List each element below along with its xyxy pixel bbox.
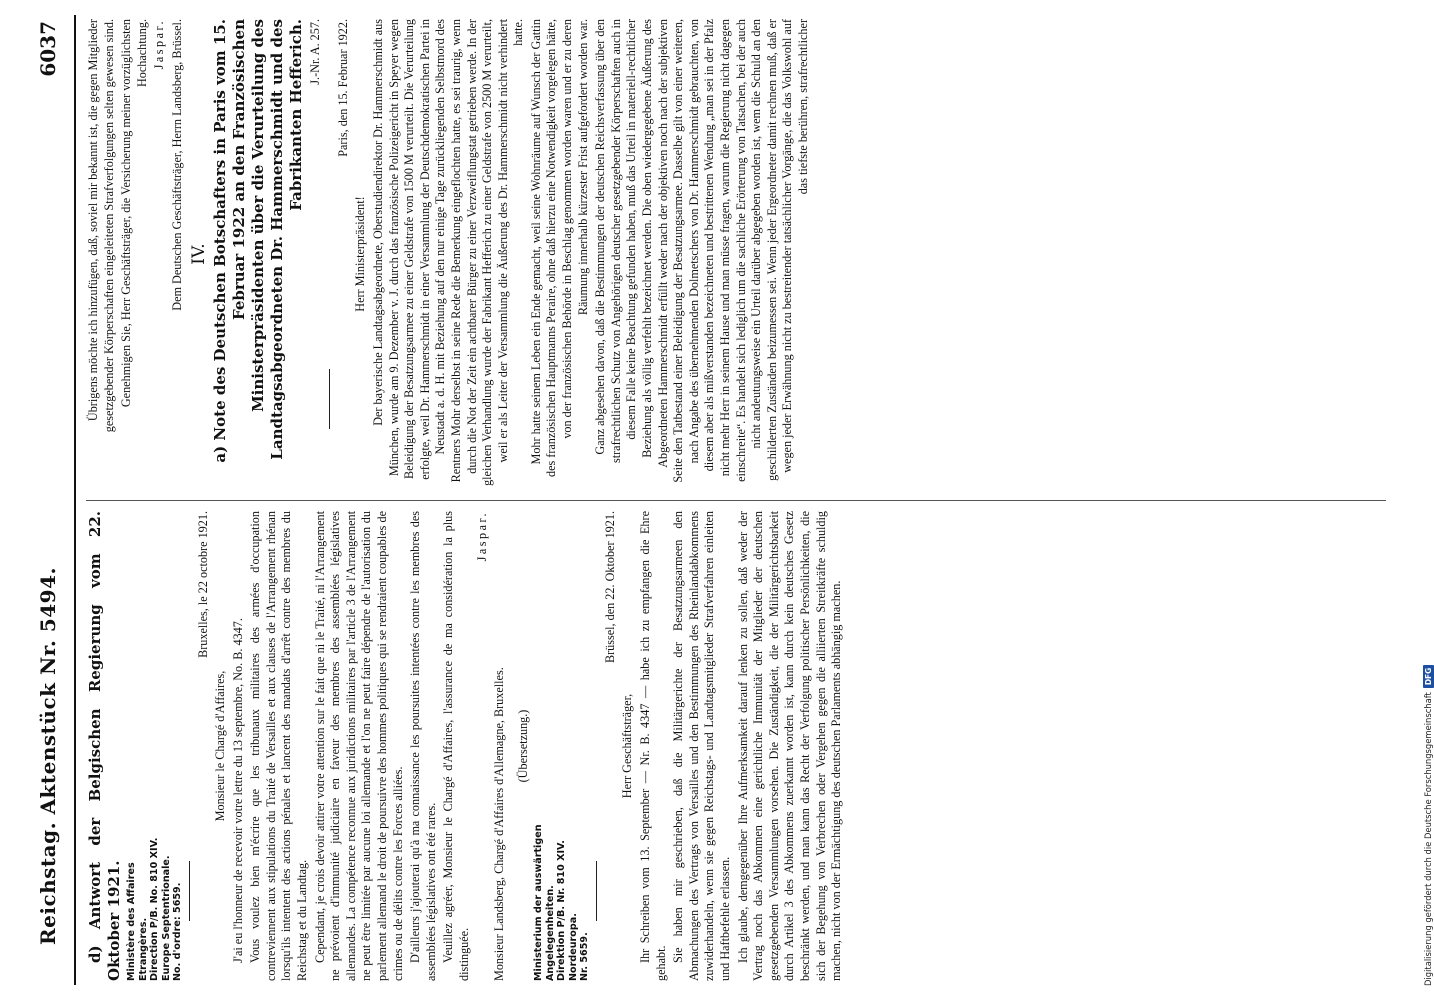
- digitization-text: Digitalisierung gefördert durch die Deutsche Forschungsgemeinschaft: [1423, 692, 1433, 986]
- separator: [596, 861, 597, 921]
- section-title-d: d) Antwort der Belgischen Regierung vom 22. Oktober 1921.: [86, 511, 123, 981]
- date-de: Brüssel, den 22. Oktober 1921.: [602, 511, 617, 663]
- column-divider: [86, 500, 1386, 501]
- salutation-fr: Monsieur le Chargé d'Affaires,: [213, 670, 228, 822]
- paragraph-fr: Vous voulez bien m'écrire que les tribunaux militaires des armées d'occupation contreviennent aux stipulations du Traité de Versailles et aux clauses de l'Arrangement rhénan lorsqu'ils intentent des actions pénales et lancent des mandats d'arrêt contre des membres du Reichstag et du Landtag.: [248, 511, 310, 981]
- ministry-line: Europe Septentrionale.: [160, 855, 172, 981]
- ministry-line: Nordeuropa.: [567, 913, 579, 981]
- addressee-de: Dem Deutschen Geschäftsträger, Herrn Landsberg, Brüssel.: [169, 19, 184, 311]
- paragraph-de: Ich glaube, demgegenüber Ihre Aufmerksamkeit darauf lenken zu sollen, daß weder der Vertrag noch das Abkommen eine gerichtliche Immunität der Mitglieder der deutschen gesetzgebenden Versammlungen vorsehen. Die Zuständigkeit, die der Militärgerichtsbarkeit durch Artikel 3 des Abkommens zuerkannt worden ist, kann durch kein deutsches Gesetz beschränkt werden, und man kann das Recht der Verfolgung politischer Persönlichkeiten, die sich der Begehung von Verbrechen oder Vergehen gegen die alliierten Streitkräfte schuldig machen, nicht von der Ermächtigung des deutschen Parlaments abhängig machen.: [735, 511, 844, 981]
- signature-fr: Jaspar.: [474, 511, 489, 562]
- ministry-line: Nr. 5659.: [579, 932, 591, 981]
- paragraph-de: Genehmigen Sie, Herr Geschäftsträger, die Versicherung meiner vorzüglichsten Hochachtung.: [119, 19, 149, 408]
- ministry-block-de: [533, 511, 591, 981]
- ministry-line: Direktion P/B. Nr. 810 XIV.: [556, 840, 568, 981]
- ministry-line: Etrangères.: [137, 917, 149, 981]
- page-header: [36, 15, 78, 985]
- signature-de: Jaspar.: [152, 19, 167, 70]
- ministry-line: Angelegenheiten.: [544, 885, 556, 981]
- paragraph: Mohr hatte seinem Leben ein Ende gemacht, weil seine Wohnräume auf Wunsch der Gattin des französischen Hauptmanns Peraire, ohne daß hierzu eine Notwendigkeit vorgelegen hätte, von der französischen Behörde in Beschlag genommen worden waren und er zu deren Räumung innerhalb kürzester Frist aufgefordert worden war.: [528, 19, 590, 478]
- running-title: Reichstag. Aktenstück Nr. 5494.: [36, 567, 60, 945]
- header-rule: [74, 15, 76, 985]
- dfg-logo: DFG: [1423, 665, 1434, 689]
- salutation-de: Herr Geschäftsträger,: [620, 693, 635, 799]
- section-title-a: a) Note des Deutschen Botschafters in Paris vom 15. Februar 1922 an den Französischen Ministerpräsidenten über die Verurteilung des Landtagsabgeordneten Dr. Hammerschmidt und des Fabrikanten Hefferich.: [211, 19, 306, 463]
- digitization-note: [1423, 665, 1434, 986]
- ministry-line: No. d'ordre: 5659.: [172, 882, 183, 981]
- paragraph-de: Übrigens möchte ich hinzufügen, daß, soviel mir bekannt ist, die gegen Mitglieder gesetzgebender Körperschaften eingeleiteten Strafverfolgungen selten gewesen sind.: [86, 19, 116, 433]
- addressee-fr: Monsieur Landsberg, Chargé d'Affaires d'Allemagne, Bruxelles.: [492, 667, 507, 981]
- date-paris: Paris, den 15. Februar 1922.: [335, 19, 350, 157]
- separator: [189, 861, 190, 921]
- translation-note: (Übersetzung.): [515, 709, 530, 783]
- paragraph: Ganz abgesehen davon, daß die Bestimmungen der deutschen Reichsverfassung über den strafrechtlichen Schutz von Angehörigen deutscher gesetzgebender Körperschaften auch in diesem Falle keine Beachtung gefunden haben, muß das Urteil in materiell-rechtlicher Beziehung als völlig verfehlt bezeichnet werden. Die oben wiedergegebene Äußerung des Abgeordneten Hammerschmidt erfüllt weder nach der objektiven noch nach der subjektiven Seite den Tatbestand einer Beleidigung der Besatzungsarmee. Dasselbe gilt von einer weiteren, nach Angabe des übernehmenden Dolmetschers von Dr. Hammerschmidt gebrauchten, von diesem aber als mißverstanden bezeichneten und bestrittenen Wendung „man sei in der Pfalz nicht mehr Herr in seinem Hause und man müsse fragen, warum die Regierung nicht dagegen einschreite“. Es handelt sich lediglich um die sachliche Erörterung von Tatsachen, bei der auch nicht andeutungsweise ein Urteil darüber abgegeben worden ist, wem die Schuld an den geschilderten Zuständen beizumessen sei. Wenn jeder Ergeordneter damit rechnen muß, daß er wegen jeder Erwähnung nicht zu bestreitender tatsächlicher Vorgänge, die das Volkswohl auf das tiefste berühren, strafrechtlicher: [593, 19, 810, 483]
- page-number: 6037: [36, 21, 60, 77]
- reference-number: J.-Nr. A. 257.: [308, 19, 323, 85]
- ministry-line: Ministère des Affaires: [126, 862, 137, 981]
- paragraph-fr: J'ai eu l'honneur de recevoir votre lettre du 13 septembre, No. B. 4347.: [230, 618, 245, 963]
- right-column: [86, 19, 1406, 489]
- separator: [329, 369, 330, 429]
- ministry-line: Direction P/B. No. 810 XIV.: [149, 837, 160, 981]
- paragraph-de: Ihr Schreiben vom 13. September — Nr. B. 4347 — habe ich zu empfangen die Ehre gehabt.: [638, 511, 668, 981]
- salutation: Herr Ministerpräsident!: [353, 196, 368, 312]
- date-fr: Bruxelles, le 22 octobre 1921.: [195, 511, 210, 658]
- ministry-block-fr: [126, 511, 184, 981]
- paragraph-fr: Cependant, je crois devoir attirer votre attention sur le fait que ni le Traité, ni l'Arrangement ne prévoient d'immunité judiciaire en faveur des membres des assemblées législatives allemandes. La compétence reconnue aux juridictions militaires par l'article 3 de l'Arrangement ne peut être limitée par aucune loi allemande et l'on ne peut faire dépendre de l'autorisation du parlement allemand le droit de poursuivre des hommes politiques qui se rendraient coupables de crimes ou de délits contre les Forces alliées.: [312, 511, 405, 981]
- paragraph-fr: Veuillez agréer, Monsieur le Chargé d'Affaires, l'assurance de ma considération la plus distinguée.: [441, 511, 471, 981]
- paragraph-de: Sie haben mir geschrieben, daß die Militärgerichte der Besatzungsarmeen den Abmachungen des Vertrags von Versailles und den Bestimmungen des Rheinlandabkommens zuwiderhandeln, wenn sie gegen Reichstags- und Landtagsmitglieder Strafverfahren einleiten und Haftbefehle erlassen.: [671, 511, 733, 981]
- left-column: [86, 511, 1406, 981]
- ministry-line: Ministerium der auswärtigen: [533, 824, 545, 981]
- document-page: [30, 15, 1410, 985]
- section-number: IV.: [188, 243, 209, 265]
- paragraph-fr: D'ailleurs j'ajouterai qu'à ma connaissance les poursuites intentées contre les membres des assemblées législatives ont été rares.: [408, 511, 438, 981]
- paragraph: Der bayerische Landtagsabgeordnete, Oberstudiendirektor Dr. Hammerschmidt aus München, wurde am 9. Dezember v. J. durch das französische Polizeigericht in Speyer wegen Beleidigung der Besatzungsarmee zu einer Geldstrafe von 1500 M verurteilt. Die Verurteilung erfolgte, weil Dr. Hammerschmidt in einer Versammlung der Deutschdemokratischen Partei in Neustadt a. d. H. mit Beziehung auf den nur einige Tage zurückliegenden Selbstmord des Rentners Mohr derselbst in seine Rede die Bemerkung eingeflochten hatte, es sei traurig, wenn durch die Not der Zeit ein achtbarer Bürger zu einer Verzweiflungstat getrieben werde. In der gleichen Verhandlung wurde der Fabrikant Hefferich zu einer Geldstrafe von 2500 M verurteilt, weil er als Leiter der Versammlung die Äußerung des Dr. Hammerschmidt nicht verhindert hatte.: [370, 19, 526, 486]
